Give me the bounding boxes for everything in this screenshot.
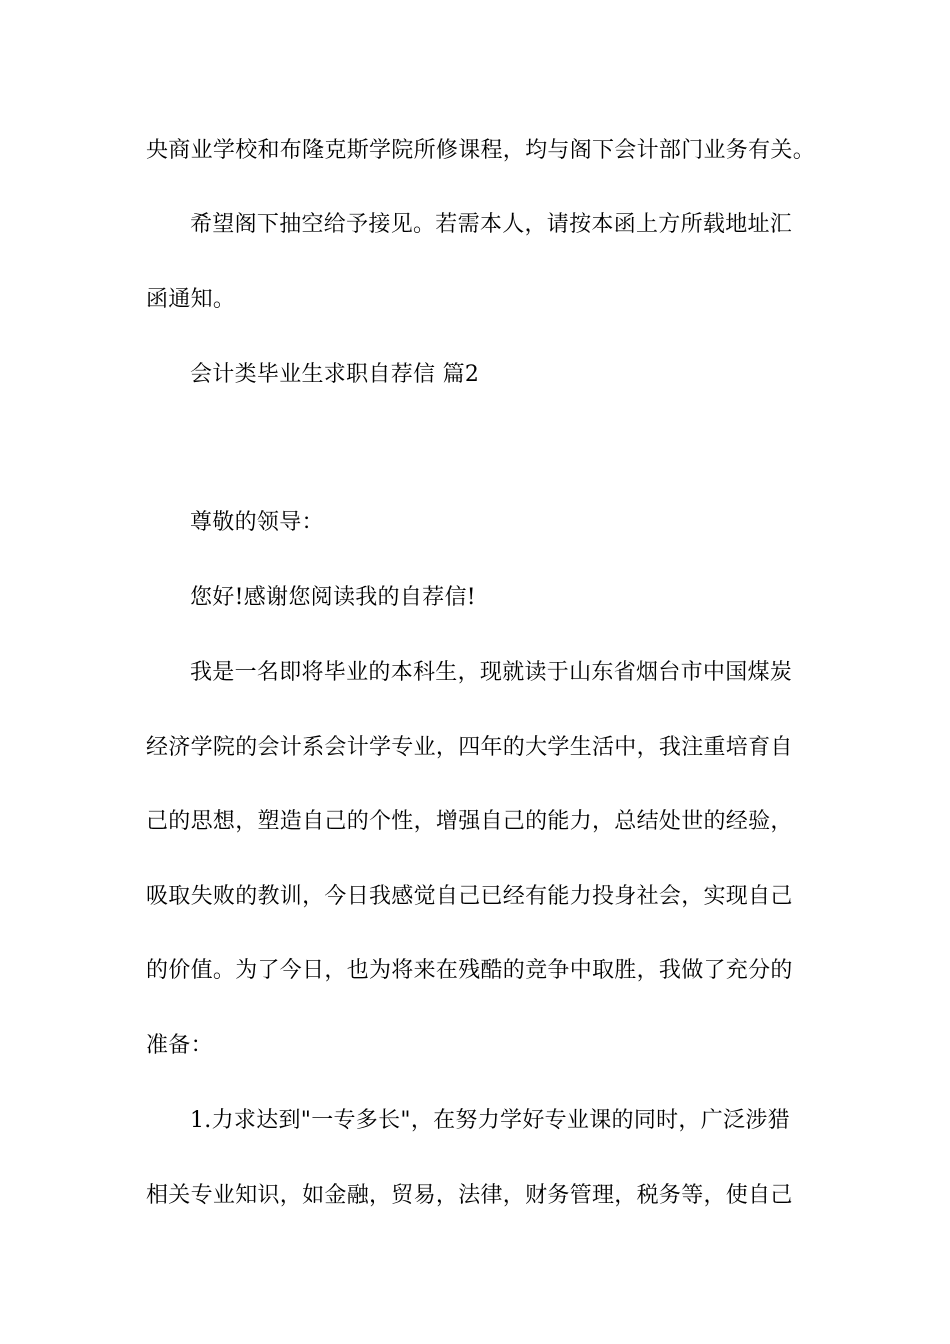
paragraph-line: 准备： [146,1033,213,1058]
paragraph-line: 己的思想，塑造自己的个性，增强自己的能力，总结处世的经验， [146,809,793,834]
paragraph-line: 我是一名即将毕业的本科生，现就读于山东省烟台市中国煤炭 [190,660,793,685]
paragraph-line: 央商业学校和布隆克斯学院所修课程，均与阁下会计部门业务有关。 [146,138,816,163]
paragraph-line: 吸取失败的教训，今日我感觉自己已经有能力投身社会，实现自己 [146,884,793,909]
section-heading: 会计类毕业生求职自荐信 篇2 [190,362,480,387]
list-item-line: 相关专业知识，如金融，贸易，法律，财务管理，税务等，使自己 [146,1183,793,1208]
list-item-line: 1.力求达到"一专多长"，在努力学好专业课的同时，广泛涉猎 [190,1108,790,1133]
paragraph-line: 希望阁下抽空给予接见。若需本人，请按本函上方所载地址汇 [190,212,793,237]
salutation: 尊敬的领导： [190,510,324,535]
paragraph-line: 经济学院的会计系会计学专业，四年的大学生活中，我注重培育自 [146,735,793,760]
paragraph-line: 函通知。 [146,287,236,312]
greeting: 您好!感谢您阅读我的自荐信! [190,585,476,610]
paragraph-line: 的价值。为了今日，也为将来在残酷的竞争中取胜，我做了充分的 [146,958,793,983]
